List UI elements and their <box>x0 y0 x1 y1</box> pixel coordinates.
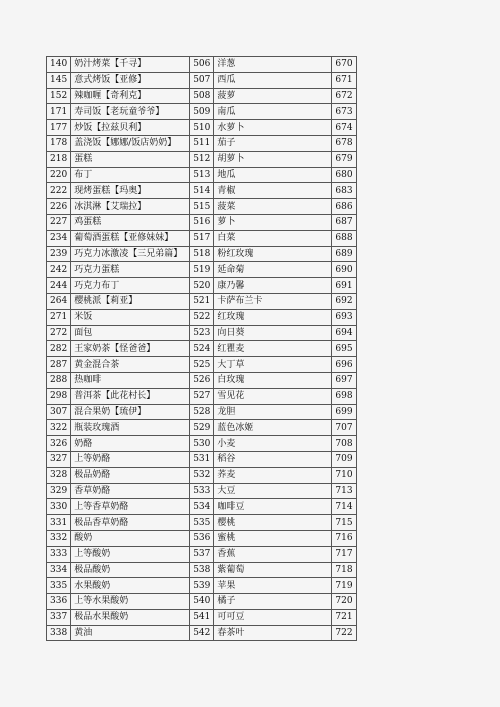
item-id-cell: 673 <box>332 104 356 120</box>
item-id-cell: 716 <box>332 530 356 546</box>
table-row <box>47 578 357 594</box>
item-name-cell: 樱桃派【莉亚】 <box>71 293 190 309</box>
item-id-cell: 508 <box>190 88 214 104</box>
item-id-cell: 226 <box>47 199 71 215</box>
item-id-cell: 244 <box>47 278 71 294</box>
item-name-cell: 辣咖喱【奇利克】 <box>71 88 190 104</box>
item-id-cell: 714 <box>332 499 356 515</box>
item-id-cell: 537 <box>190 546 214 562</box>
item-name-cell: 西瓜 <box>214 72 332 88</box>
item-id-cell: 336 <box>47 594 71 610</box>
item-id-cell: 171 <box>47 104 71 120</box>
item-name-cell: 奶酪 <box>71 436 190 452</box>
table-row <box>47 72 357 88</box>
table-row <box>47 341 357 357</box>
table-row <box>47 530 357 546</box>
item-id-cell: 330 <box>47 499 71 515</box>
item-id-cell: 178 <box>47 135 71 151</box>
table-row <box>47 594 357 610</box>
item-id-cell: 334 <box>47 562 71 578</box>
item-id-cell: 538 <box>190 562 214 578</box>
item-name-cell: 咖啡豆 <box>214 499 332 515</box>
item-id-cell: 688 <box>332 230 356 246</box>
item-id-cell: 521 <box>190 293 214 309</box>
item-id-cell: 264 <box>47 293 71 309</box>
item-id-cell: 332 <box>47 530 71 546</box>
table-row <box>47 625 357 641</box>
item-name-cell: 红瞿麦 <box>214 341 332 357</box>
item-id-cell: 177 <box>47 120 71 136</box>
item-id-cell: 683 <box>332 183 356 199</box>
item-id-cell: 220 <box>47 167 71 183</box>
table-row <box>47 483 357 499</box>
item-id-cell: 713 <box>332 483 356 499</box>
item-id-cell: 222 <box>47 183 71 199</box>
item-id-cell: 540 <box>190 594 214 610</box>
item-id-cell: 271 <box>47 309 71 325</box>
table-row <box>47 467 357 483</box>
item-name-cell: 巧克力蛋糕 <box>71 262 190 278</box>
item-name-cell: 现烤蛋糕【玛奥】 <box>71 183 190 199</box>
item-table-body <box>47 57 357 641</box>
item-id-cell: 517 <box>190 230 214 246</box>
item-id-cell: 218 <box>47 151 71 167</box>
item-id-cell: 531 <box>190 451 214 467</box>
item-id-cell: 542 <box>190 625 214 641</box>
item-name-cell: 上等香草奶酪 <box>71 499 190 515</box>
item-id-cell: 239 <box>47 246 71 262</box>
item-name-cell: 布丁 <box>71 167 190 183</box>
item-name-cell: 龙胆 <box>214 404 332 420</box>
item-name-cell: 胡萝卜 <box>214 151 332 167</box>
item-id-cell: 707 <box>332 420 356 436</box>
item-id-cell: 691 <box>332 278 356 294</box>
item-id-cell: 719 <box>332 578 356 594</box>
item-name-cell: 地瓜 <box>214 167 332 183</box>
item-id-cell: 525 <box>190 357 214 373</box>
item-id-cell: 522 <box>190 309 214 325</box>
table-row <box>47 515 357 531</box>
item-id-cell: 242 <box>47 262 71 278</box>
item-name-cell: 上等酸奶 <box>71 546 190 562</box>
item-id-cell: 670 <box>332 57 356 73</box>
item-name-cell: 奶汁烤菜【千寻】 <box>71 57 190 73</box>
item-id-cell: 671 <box>332 72 356 88</box>
item-id-cell: 527 <box>190 388 214 404</box>
item-id-cell: 514 <box>190 183 214 199</box>
item-id-cell: 680 <box>332 167 356 183</box>
item-name-cell: 康乃馨 <box>214 278 332 294</box>
item-id-cell: 710 <box>332 467 356 483</box>
item-id-cell: 530 <box>190 436 214 452</box>
item-id-cell: 513 <box>190 167 214 183</box>
table-row <box>47 325 357 341</box>
item-id-cell: 718 <box>332 562 356 578</box>
item-id-cell: 282 <box>47 341 71 357</box>
item-name-cell: 混合果奶【琉伊】 <box>71 404 190 420</box>
item-id-cell: 337 <box>47 609 71 625</box>
table-row <box>47 135 357 151</box>
item-id-cell: 140 <box>47 57 71 73</box>
item-name-cell: 白菜 <box>214 230 332 246</box>
item-name-cell: 樱桃 <box>214 515 332 531</box>
item-name-cell: 水萝卜 <box>214 120 332 136</box>
item-id-cell: 693 <box>332 309 356 325</box>
item-id-cell: 541 <box>190 609 214 625</box>
item-id-cell: 715 <box>332 515 356 531</box>
item-id-cell: 708 <box>332 436 356 452</box>
item-name-cell: 面包 <box>71 325 190 341</box>
item-name-cell: 瓶装玫瑰酒 <box>71 420 190 436</box>
item-name-cell: 小麦 <box>214 436 332 452</box>
table-row <box>47 451 357 467</box>
item-name-cell: 极品酸奶 <box>71 562 190 578</box>
item-id-cell: 329 <box>47 483 71 499</box>
table-row <box>47 309 357 325</box>
item-table <box>46 56 357 641</box>
item-name-cell: 橘子 <box>214 594 332 610</box>
item-name-cell: 粉红玫瑰 <box>214 246 332 262</box>
item-id-cell: 533 <box>190 483 214 499</box>
item-id-cell: 529 <box>190 420 214 436</box>
item-id-cell: 152 <box>47 88 71 104</box>
item-id-cell: 526 <box>190 372 214 388</box>
item-id-cell: 288 <box>47 372 71 388</box>
item-name-cell: 意式烤饭【亚修】 <box>71 72 190 88</box>
item-id-cell: 534 <box>190 499 214 515</box>
table-row <box>47 499 357 515</box>
item-id-cell: 722 <box>332 625 356 641</box>
item-name-cell: 极品香草奶酪 <box>71 515 190 531</box>
item-name-cell: 雪见花 <box>214 388 332 404</box>
item-name-cell: 青椒 <box>214 183 332 199</box>
table-row <box>47 293 357 309</box>
table-row <box>47 183 357 199</box>
item-name-cell: 白玫瑰 <box>214 372 332 388</box>
item-name-cell: 大豆 <box>214 483 332 499</box>
item-id-cell: 326 <box>47 436 71 452</box>
item-name-cell: 黄金混合茶 <box>71 357 190 373</box>
item-id-cell: 699 <box>332 404 356 420</box>
item-name-cell: 蛋糕 <box>71 151 190 167</box>
item-name-cell: 延命菊 <box>214 262 332 278</box>
item-id-cell: 690 <box>332 262 356 278</box>
item-name-cell: 盖浇饭【娜娜/饭店奶奶】 <box>71 135 190 151</box>
item-id-cell: 322 <box>47 420 71 436</box>
item-id-cell: 694 <box>332 325 356 341</box>
item-id-cell: 687 <box>332 214 356 230</box>
item-name-cell: 洋葱 <box>214 57 332 73</box>
item-name-cell: 稻谷 <box>214 451 332 467</box>
item-name-cell: 极品奶酪 <box>71 467 190 483</box>
item-name-cell: 可可豆 <box>214 609 332 625</box>
item-id-cell: 535 <box>190 515 214 531</box>
table-row <box>47 262 357 278</box>
item-id-cell: 272 <box>47 325 71 341</box>
item-id-cell: 674 <box>332 120 356 136</box>
item-id-cell: 721 <box>332 609 356 625</box>
table-row <box>47 57 357 73</box>
item-id-cell: 506 <box>190 57 214 73</box>
item-name-cell: 寿司饭【老玩童爷爷】 <box>71 104 190 120</box>
item-id-cell: 678 <box>332 135 356 151</box>
item-name-cell: 红玫瑰 <box>214 309 332 325</box>
item-name-cell: 茄子 <box>214 135 332 151</box>
item-id-cell: 145 <box>47 72 71 88</box>
item-id-cell: 287 <box>47 357 71 373</box>
item-id-cell: 507 <box>190 72 214 88</box>
item-name-cell: 上等奶酪 <box>71 451 190 467</box>
item-name-cell: 紫葡萄 <box>214 562 332 578</box>
item-id-cell: 338 <box>47 625 71 641</box>
item-name-cell: 蓝色冰姬 <box>214 420 332 436</box>
table-row <box>47 88 357 104</box>
item-name-cell: 南瓜 <box>214 104 332 120</box>
item-name-cell: 菠萝 <box>214 88 332 104</box>
item-id-cell: 692 <box>332 293 356 309</box>
table-row <box>47 199 357 215</box>
item-name-cell: 荞麦 <box>214 467 332 483</box>
item-name-cell: 上等水果酸奶 <box>71 594 190 610</box>
item-id-cell: 227 <box>47 214 71 230</box>
item-name-cell: 王家奶茶【怪爸爸】 <box>71 341 190 357</box>
item-id-cell: 234 <box>47 230 71 246</box>
item-name-cell: 巧克力布丁 <box>71 278 190 294</box>
item-id-cell: 333 <box>47 546 71 562</box>
item-id-cell: 519 <box>190 262 214 278</box>
item-name-cell: 普洱茶【此花村长】 <box>71 388 190 404</box>
item-id-cell: 697 <box>332 372 356 388</box>
item-id-cell: 523 <box>190 325 214 341</box>
item-id-cell: 679 <box>332 151 356 167</box>
item-name-cell: 葡萄酒蛋糕【亚修妹妹】 <box>71 230 190 246</box>
table-row <box>47 278 357 294</box>
table-row <box>47 246 357 262</box>
table-row <box>47 120 357 136</box>
item-name-cell: 卡萨布兰卡 <box>214 293 332 309</box>
table-row <box>47 562 357 578</box>
table-row <box>47 230 357 246</box>
item-id-cell: 695 <box>332 341 356 357</box>
item-id-cell: 528 <box>190 404 214 420</box>
item-name-cell: 水果酸奶 <box>71 578 190 594</box>
item-id-cell: 672 <box>332 88 356 104</box>
table-row <box>47 436 357 452</box>
item-id-cell: 328 <box>47 467 71 483</box>
item-name-cell: 春茶叶 <box>214 625 332 641</box>
item-id-cell: 335 <box>47 578 71 594</box>
item-id-cell: 520 <box>190 278 214 294</box>
item-name-cell: 大丁草 <box>214 357 332 373</box>
item-id-cell: 512 <box>190 151 214 167</box>
item-name-cell: 蜜桃 <box>214 530 332 546</box>
item-id-cell: 720 <box>332 594 356 610</box>
table-row <box>47 404 357 420</box>
item-name-cell: 香蕉 <box>214 546 332 562</box>
item-id-cell: 515 <box>190 199 214 215</box>
item-name-cell: 菠菜 <box>214 199 332 215</box>
item-name-cell: 巧克力冰激凌【三兄弟篇】 <box>71 246 190 262</box>
item-id-cell: 298 <box>47 388 71 404</box>
item-name-cell: 黄油 <box>71 625 190 641</box>
item-name-cell: 鸡蛋糕 <box>71 214 190 230</box>
item-id-cell: 327 <box>47 451 71 467</box>
item-name-cell: 香草奶酪 <box>71 483 190 499</box>
item-id-cell: 509 <box>190 104 214 120</box>
item-id-cell: 686 <box>332 199 356 215</box>
item-id-cell: 689 <box>332 246 356 262</box>
item-name-cell: 米饭 <box>71 309 190 325</box>
item-id-cell: 717 <box>332 546 356 562</box>
item-name-cell: 苹果 <box>214 578 332 594</box>
item-name-cell: 极品水果酸奶 <box>71 609 190 625</box>
item-name-cell: 向日葵 <box>214 325 332 341</box>
item-id-cell: 516 <box>190 214 214 230</box>
table-row <box>47 357 357 373</box>
table-row <box>47 214 357 230</box>
item-id-cell: 510 <box>190 120 214 136</box>
item-id-cell: 536 <box>190 530 214 546</box>
table-row <box>47 546 357 562</box>
table-row <box>47 151 357 167</box>
item-name-cell: 炒饭【拉兹贝利】 <box>71 120 190 136</box>
item-id-cell: 696 <box>332 357 356 373</box>
table-row <box>47 388 357 404</box>
item-id-cell: 307 <box>47 404 71 420</box>
item-id-cell: 698 <box>332 388 356 404</box>
item-id-cell: 539 <box>190 578 214 594</box>
item-id-cell: 709 <box>332 451 356 467</box>
table-row <box>47 420 357 436</box>
item-name-cell: 酸奶 <box>71 530 190 546</box>
item-id-cell: 532 <box>190 467 214 483</box>
item-id-cell: 331 <box>47 515 71 531</box>
table-row <box>47 104 357 120</box>
item-id-cell: 524 <box>190 341 214 357</box>
item-id-cell: 511 <box>190 135 214 151</box>
item-name-cell: 热咖啡 <box>71 372 190 388</box>
item-name-cell: 冰淇淋【艾瑞拉】 <box>71 199 190 215</box>
item-name-cell: 萝卜 <box>214 214 332 230</box>
table-row <box>47 609 357 625</box>
item-id-cell: 518 <box>190 246 214 262</box>
table-row <box>47 167 357 183</box>
table-row <box>47 372 357 388</box>
